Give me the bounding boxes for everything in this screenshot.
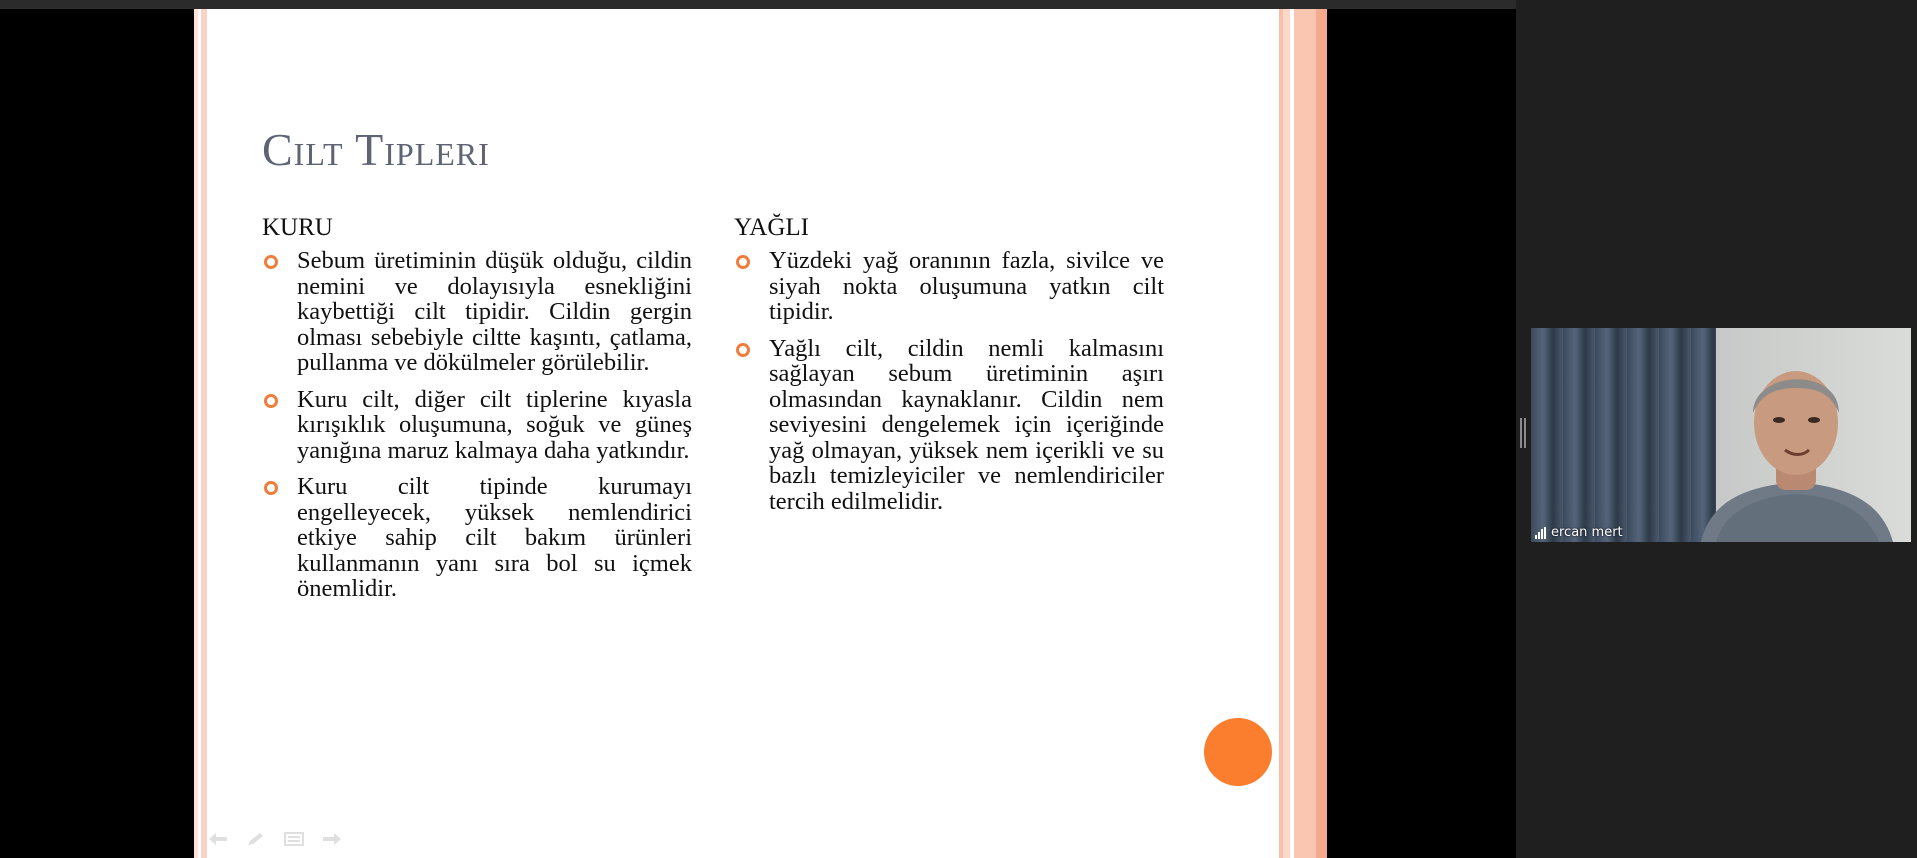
- bullet-circle-icon: [264, 481, 278, 495]
- bullet-circle-icon: [736, 343, 750, 357]
- bullet-circle-icon: [264, 394, 278, 408]
- panel-resize-handle[interactable]: [1520, 418, 1526, 448]
- decorative-orange-circle: [1204, 718, 1272, 786]
- bullet-text: Kuru cilt, diğer cilt tiplerine kıyasla kırışıklık oluşumuna, soğuk ve güneş yanığına maruz kalmaya daha yatkındır.: [297, 385, 692, 464]
- handle-line: [1520, 418, 1522, 448]
- bullet-text: Sebum üretiminin düşük olduğu, cildin nemini ve dolayısıyla esnekliğini kaybettiği cilt tipidir. Cildin gergin olması sebebiyle ciltte kaşıntı, çatlama, pullanma ve dökülmeler görülebilir.: [297, 247, 692, 376]
- participant-video-tile[interactable]: [1531, 328, 1911, 542]
- column-oily: [734, 214, 1164, 525]
- handle-line: [1524, 418, 1526, 448]
- presentation-slide: [194, 9, 1327, 858]
- bullet-text: Yağlı cilt, cildin nemli kalmasını sağlayan sebum üretiminin aşırı olmasından kaynaklanır. Cildin nem seviyesini dengelemek için içeriğinde yağ olmayan, yüksek nem içerikli ve su bazlı temizleyiciler ve nemlendiriciler tercih edilmelidir.: [769, 334, 1164, 515]
- participant-name: ercan mert: [1551, 525, 1623, 540]
- column-heading-dry: KURU: [262, 214, 333, 241]
- bullet-list-dry: [262, 248, 692, 602]
- pen-icon[interactable]: [246, 832, 266, 846]
- slide-right-border: [1271, 9, 1327, 858]
- slide-title: Cilt Tipleri: [262, 124, 490, 175]
- column-dry: [262, 214, 692, 613]
- bullet-circle-icon: [736, 255, 750, 269]
- slide-show-toolbar: [208, 827, 342, 851]
- bullet-text: Yüzdeki yağ oranının fazla, sivilce ve siyah nokta oluşumuna yatkın cilt tipidir.: [769, 247, 1164, 325]
- slide-menu-icon[interactable]: [284, 832, 304, 846]
- slide-left-border: [194, 9, 207, 858]
- bullet-item: [734, 248, 1164, 325]
- previous-slide-icon[interactable]: [208, 832, 228, 846]
- next-slide-icon[interactable]: [322, 832, 342, 846]
- bullet-circle-icon: [264, 255, 278, 269]
- bullet-list-oily: [734, 248, 1164, 514]
- signal-bars-icon: [1535, 527, 1546, 539]
- bullet-item: [262, 387, 692, 464]
- participant-name-label: [1535, 525, 1623, 540]
- bullet-text: Kuru cilt tipinde kurumayı engelleyecek, yüksek nemlendirici etkiye sahip cilt bakım ürünleri kullanmanın yanı sıra bol su içmek önemlidir.: [297, 473, 692, 602]
- participant-video-image: [1681, 358, 1911, 542]
- bullet-item: [262, 474, 692, 602]
- bullet-item: [734, 336, 1164, 515]
- bullet-item: [262, 248, 692, 376]
- column-heading-oily: YAĞLI: [734, 214, 809, 241]
